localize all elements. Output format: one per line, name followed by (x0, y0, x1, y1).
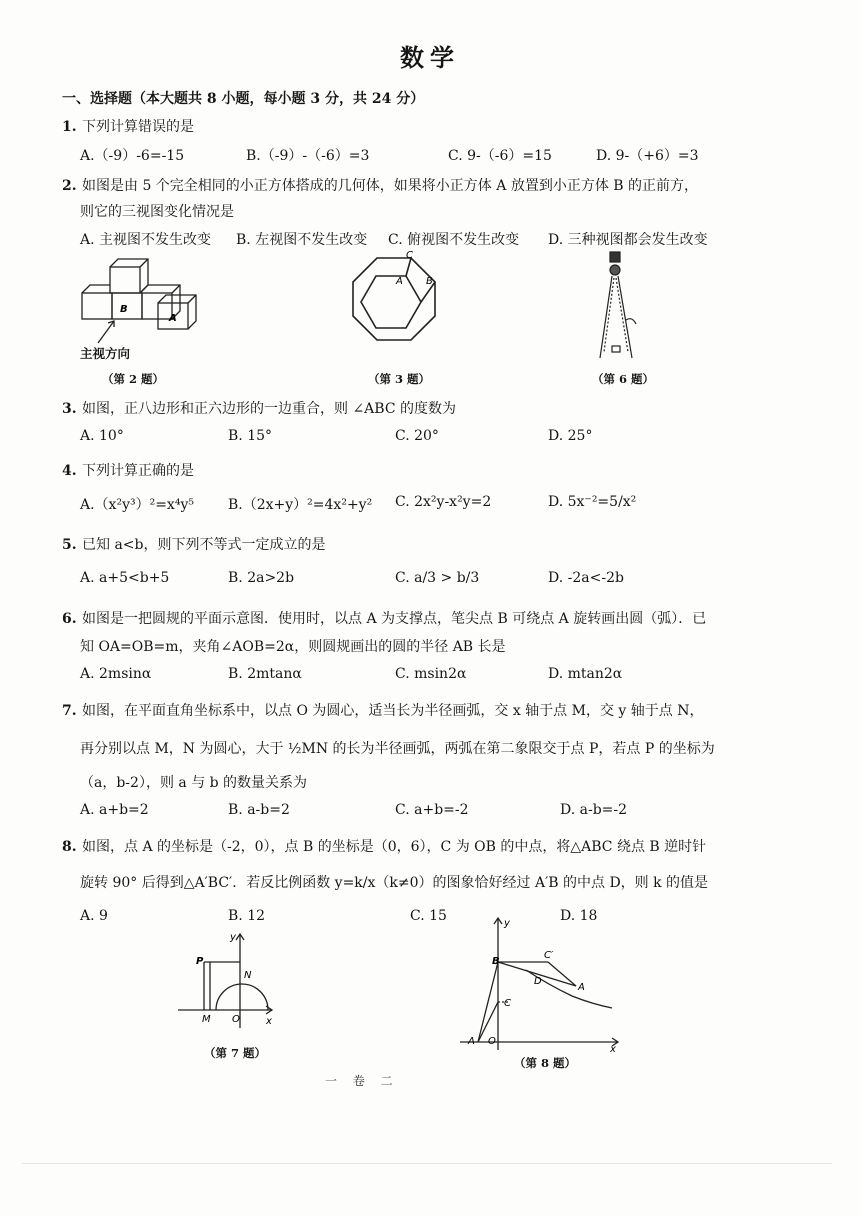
q7-option-d: D. a-b=-2 (560, 802, 628, 818)
q8-option-d: D. 18 (560, 908, 598, 924)
q6-option-c: C. msin2α (395, 666, 467, 682)
question-stem: 如图是由 5 个完全相同的小正方体搭成的几何体，如果将小正方体 A 放置到小正方体 B 的正前方， (82, 178, 699, 194)
q1-option-c: C. 9-（-6）=15 (448, 148, 552, 164)
q5-option-c: C. a/3 > b/3 (395, 570, 480, 586)
q8-option-b: B. 12 (228, 908, 266, 924)
question-number: 5. (62, 537, 77, 553)
q5-option-a: A. a+5<b+5 (80, 570, 170, 586)
question-stem: 如图是一把圆规的平面示意图．使用时，以点 A 为支撑点，笔尖点 B 可绕点 A 旋转画出圆（弧）．已 (82, 611, 707, 627)
question-stem: 已知 a<b，则下列不等式一定成立的是 (82, 537, 326, 553)
label-y: y (504, 918, 510, 929)
label-b: B (426, 276, 433, 287)
label-a: A (396, 276, 403, 287)
label-y: y (230, 932, 236, 943)
question-stem: 如图，在平面直角坐标系中，以点 O 为圆心，适当长为半径画弧，交 x 轴于点 M，交 y 轴于点 N， (82, 703, 704, 719)
question-number: 2. (62, 178, 77, 194)
q8-stem-continued: 旋转 90° 后得到△A′BC′．若反比例函数 y=k/x（k≠0）的图象恰好经过 A′B 的中点 D，则 k 的值是 (80, 875, 709, 891)
q7-option-b: B. a-b=2 (228, 802, 290, 818)
question-4 (62, 460, 194, 480)
q1-option-a: A.（-9）-6=-15 (80, 148, 185, 164)
q7-stem-continued-2: （a，b-2），则 a 与 b 的数量关系为 (80, 775, 308, 791)
q3-option-d: D. 25° (548, 428, 593, 444)
label-b: B (492, 956, 500, 967)
label-c-prime: C′ (544, 950, 554, 961)
figure-q3-polygons (338, 248, 450, 360)
label-b: B (120, 304, 128, 315)
question-number: 8. (62, 839, 77, 855)
q6-stem-continued: 知 OA=OB=m，夹角∠AOB=2α，则圆规画出的圆的半径 AB 长是 (80, 639, 506, 655)
figure-q8-caption: （第 8 题） (514, 1056, 577, 1070)
q4-option-b: B.（2x+y）²=4x²+y² (228, 497, 373, 513)
q6-option-d: D. mtan2α (548, 666, 623, 682)
q5-option-b: B. 2a>2b (228, 570, 295, 586)
label-a: A (169, 313, 177, 324)
label-d: D (534, 976, 542, 987)
label-o: O (488, 1036, 496, 1047)
label-p: P (196, 956, 204, 967)
section-header: 一、选择题（本大题共 8 小题，每小题 3 分，共 24 分） (62, 91, 425, 107)
q2-option-d: D. 三种视图都会发生改变 (548, 232, 708, 248)
figure-q6-compass (588, 250, 648, 368)
q8-option-a: A. 9 (80, 908, 108, 924)
question-1 (62, 116, 194, 136)
q7-option-a: A. a+b=2 (80, 802, 149, 818)
question-3 (62, 398, 456, 418)
q5-option-d: D. -2a<-2b (548, 570, 624, 586)
question-8 (62, 836, 706, 856)
label-c: C (504, 998, 511, 1009)
divider (22, 1163, 832, 1164)
question-number: 4. (62, 463, 77, 479)
q3-option-c: C. 20° (395, 428, 439, 444)
question-number: 6. (62, 611, 77, 627)
q4-option-c: C. 2x²y-x²y=2 (395, 494, 492, 510)
q7-option-c: C. a+b=-2 (395, 802, 469, 818)
label-m: M (202, 1014, 211, 1025)
q2-option-c: C. 俯视图不发生改变 (388, 232, 520, 248)
q6-option-a: A. 2msinα (80, 666, 152, 682)
question-stem: 如图，正八边形和正六边形的一边重合，则 ∠ABC 的度数为 (82, 401, 456, 417)
q2-option-b: B. 左视图不发生改变 (236, 232, 368, 248)
q4-option-d: D. 5x⁻²=5/x² (548, 494, 637, 510)
q4-option-a: A.（x²y³）²=x⁴y⁵ (80, 497, 194, 513)
question-stem: 如图，点 A 的坐标是（-2，0），点 B 的坐标是（0，6），C 为 OB 的中点，将△ABC 绕点 B 逆时针 (82, 839, 707, 855)
q2-stem-continued: 则它的三视图变化情况是 (80, 204, 234, 220)
figure-q7-caption: （第 7 题） (204, 1046, 267, 1060)
question-stem: 下列计算正确的是 (82, 463, 194, 479)
question-number: 7. (62, 703, 77, 719)
figure-q3-caption: （第 3 题） (368, 372, 431, 386)
page-title: 数学 (400, 43, 460, 72)
figure-q6-caption: （第 6 题） (592, 372, 655, 386)
question-6 (62, 608, 706, 628)
view-direction-label: 主视方向 (80, 346, 131, 361)
q8-option-c: C. 15 (410, 908, 447, 924)
question-5 (62, 534, 326, 554)
question-7 (62, 700, 703, 720)
q2-option-a: A. 主视图不发生改变 (80, 232, 212, 248)
label-n: N (244, 970, 252, 981)
question-stem: 下列计算错误的是 (82, 119, 194, 135)
footer-text: 一 卷 二 (325, 1074, 399, 1088)
label-a-prime: A (578, 982, 585, 993)
label-x: x (266, 1016, 272, 1027)
label-c: C (406, 250, 413, 261)
figure-q7-coordinate (176, 928, 276, 1036)
q1-option-d: D. 9-（+6）=3 (596, 148, 699, 164)
label-a: A (468, 1036, 475, 1047)
q7-stem-continued: 再分别以点 M，N 为圆心，大于 ½MN 的长为半径画弧，两弧在第二象限交于点 P，若点 P 的坐标为 (80, 741, 715, 757)
figure-q8-coordinate (452, 912, 622, 1052)
label-o: O (232, 1014, 240, 1025)
q1-option-b: B.（-9）-（-6）=3 (246, 148, 370, 164)
q3-option-b: B. 15° (228, 428, 273, 444)
figure-q2-caption: （第 2 题） (102, 372, 165, 386)
question-number: 1. (62, 119, 77, 135)
q3-option-a: A. 10° (80, 428, 124, 444)
q6-option-b: B. 2mtanα (228, 666, 302, 682)
question-2 (62, 175, 698, 195)
label-x: x (610, 1044, 616, 1052)
question-number: 3. (62, 401, 77, 417)
